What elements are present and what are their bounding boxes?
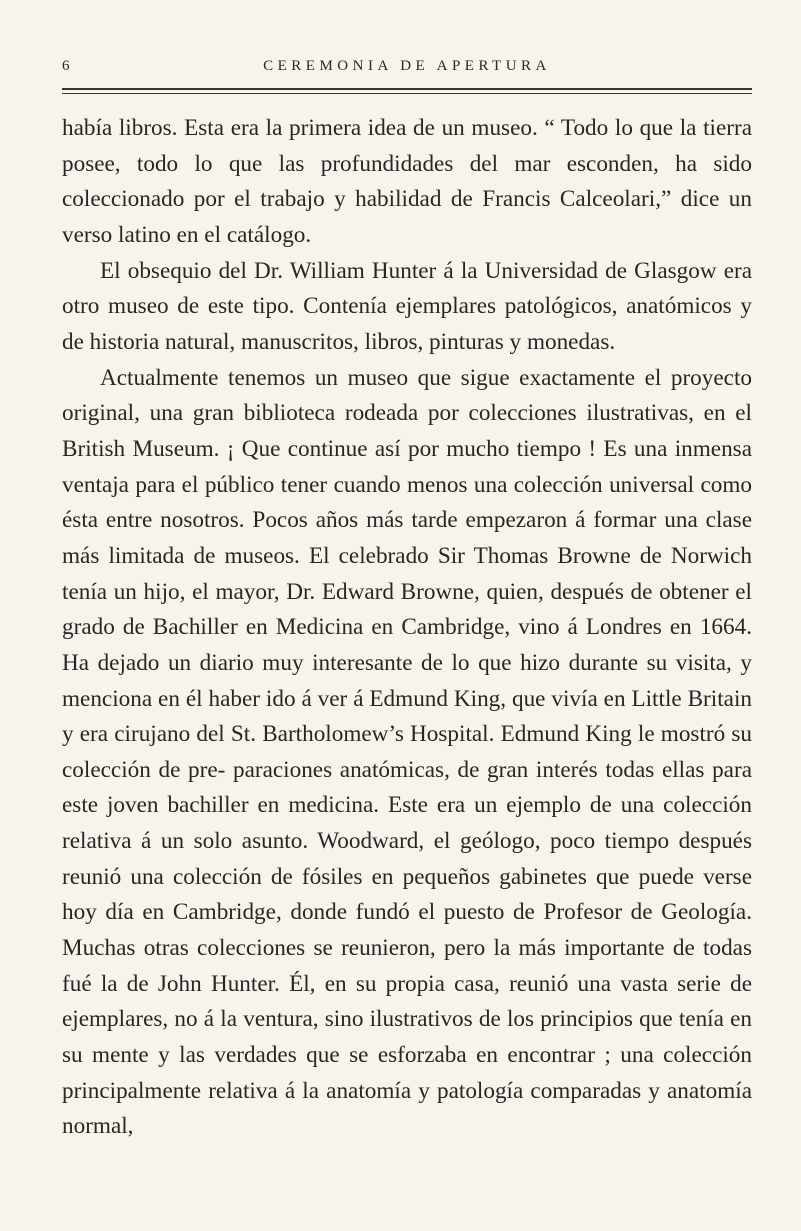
- page-number: 6: [62, 58, 71, 74]
- header-rule-thin: [62, 93, 752, 94]
- paragraph: había libros. Esta era la primera idea de un museo. “ Todo lo que la tierra posee, todo lo que las profundidades del mar esconden, ha sido coleccionado por el trabajo y habilidad de Francis Calceolari,” dice un verso latino en el catálogo.: [62, 115, 752, 248]
- paragraph: El obsequio del Dr. William Hunter á la Universidad de Glasgow era otro museo de este tipo. Contenía ejemplares patológicos, anatómicos y de historia natural, manuscritos, libros, pinturas y monedas.: [62, 257, 752, 355]
- body-text: [62, 111, 752, 1145]
- paragraph: Actualmente tenemos un museo que sigue exactamente el proyecto original, una gran biblioteca rodeada por colecciones ilustrativas, en el British Museum. ¡ Que continue así por mucho tiempo ! Es una inmensa ventaja para el público tener cuando menos una colección universal como ésta entre nosotros. Pocos años más tarde empezaron á formar una clase más limitada de museos. El celebrado Sir Thomas Browne de Norwich tenía un hijo, el mayor, Dr. Edward Browne, quien, después de obtener el grado de Bachiller en Medicina en Cambridge, vino á Londres en 1664. Ha dejado un diario muy interesante de lo que hizo durante su visita, y menciona en él haber ido á ver á Edmund King, que vivía en Little Britain y era cirujano del St. Bartholomew’s Hospital. Edmund King le mostró su colección de pre- paraciones anatómicas, de gran interés todas ellas para este joven bachiller en medicina. Este era un ejemplo de una colección relativa á un solo asunto. Woodward, el geólogo, poco tiempo después reunió una colección de fósiles en pequeños gabinetes que puede verse hoy día en Cambridge, donde fundó el puesto de Profesor de Geología. Muchas otras colecciones se reunieron, pero la más importante de todas fué la de John Hunter. Él, en su propia casa, reunió una vasta serie de ejemplares, no á la ventura, sino ilustrativos de los principios que tenía en su mente y las verdades que se esforzaba en encontrar ; una colección principalmente relativa á la anatomía y patología comparadas y anatomía normal,: [62, 364, 752, 1140]
- page-header: [62, 58, 752, 86]
- header-rule-thick: [62, 88, 752, 90]
- running-title: CEREMONIA DE APERTURA: [263, 58, 551, 74]
